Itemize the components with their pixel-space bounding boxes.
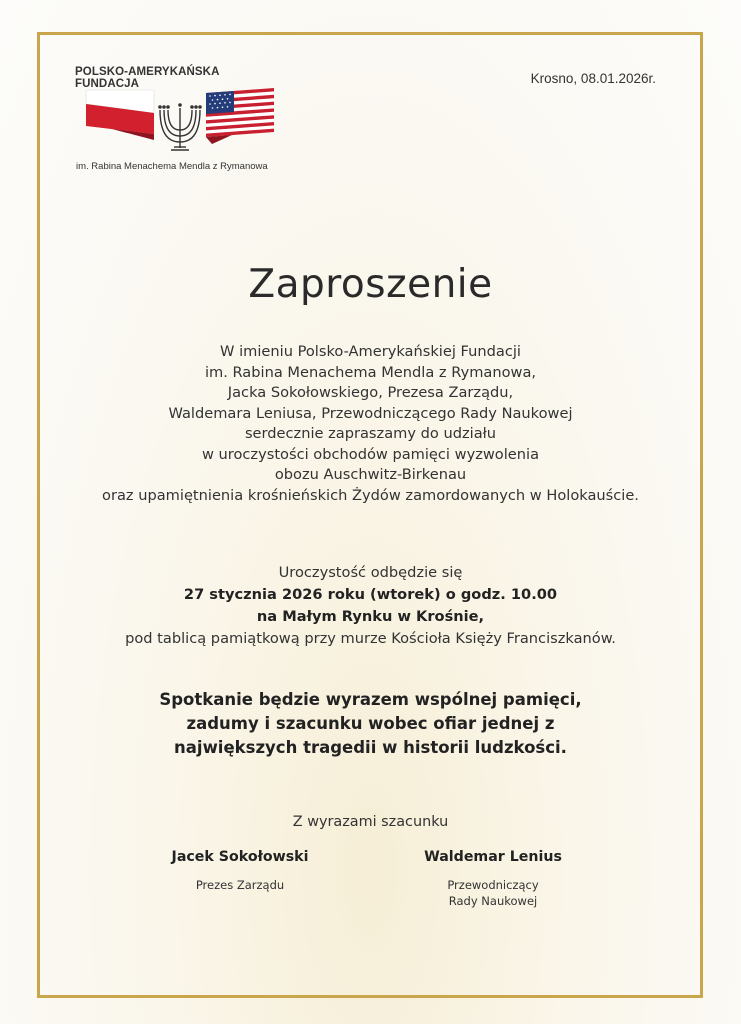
motto-statement: [0, 688, 741, 760]
event-place: na Małym Rynku w Krośnie,: [256, 608, 485, 625]
foundation-logo: [82, 86, 278, 158]
foundation-name: POLSKO-AMERYKAŃSKA FUNDACJA: [75, 66, 220, 90]
signature-block-president: [150, 849, 330, 893]
foundation-subtitle: im. Rabina Menachema Mendla z Rymanowa: [76, 161, 268, 172]
signatory-role: [150, 877, 330, 893]
intro-line: oraz upamiętnienia krośnieńskich Żydów zamordowanych w Holokauście.: [102, 486, 639, 504]
gold-frame-border: [37, 32, 703, 998]
motto-line: Spotkanie będzie wyrazem wspólnej pamięci,: [159, 690, 582, 709]
intro-line: serdecznie zapraszamy do udziału: [244, 425, 497, 442]
intro-line: W imieniu Polsko-Amerykańskiej Fundacji: [220, 343, 521, 360]
intro-line: im. Rabina Menachema Mendla z Rymanowa,: [204, 363, 537, 381]
event-location-detail: pod tablicą pamiątkową przy murze Kościoła Księży Franciszkanów.: [125, 630, 616, 647]
polish-flag-icon: [86, 90, 154, 140]
role-line: Prezes Zarządu: [195, 878, 285, 892]
invitation-text: [0, 342, 741, 506]
closing-regards: Z wyrazami szacunku: [292, 814, 449, 830]
menorah-flames: [158, 103, 202, 109]
motto-line: największych tragedii w historii ludzkości.: [174, 738, 567, 757]
motto-line: zadumy i szacunku wobec ofiar jednej z: [186, 714, 555, 733]
signatory-role: [400, 877, 586, 909]
letter-date: Krosno, 08.01.2026r.: [530, 71, 656, 86]
us-flag-icon: [206, 88, 274, 144]
intro-line: w uroczystości obchodów pamięci wyzwolenia: [201, 445, 540, 463]
role-line: Przewodniczący: [447, 878, 539, 892]
event-details: [0, 562, 741, 650]
menorah-icon: [160, 108, 200, 150]
page-title: Zaproszenie: [248, 262, 493, 307]
intro-line: Jacka Sokołowskiego, Prezesa Zarządu,: [227, 384, 514, 401]
event-intro: Uroczystość odbędzie się: [278, 564, 463, 581]
signatory-name: Jacek Sokołowski: [171, 849, 309, 865]
event-date-time: 27 stycznia 2026 roku (wtorek) o godz. 10.00: [183, 586, 558, 603]
role-line: Rady Naukowej: [448, 894, 538, 908]
intro-line: obozu Auschwitz-Birkenau: [274, 466, 467, 483]
signature-block-council-chair: [400, 849, 586, 909]
signatory-name: Waldemar Lenius: [424, 849, 562, 865]
intro-line: Waldemara Leniusa, Przewodniczącego Rady Naukowej: [168, 404, 573, 422]
